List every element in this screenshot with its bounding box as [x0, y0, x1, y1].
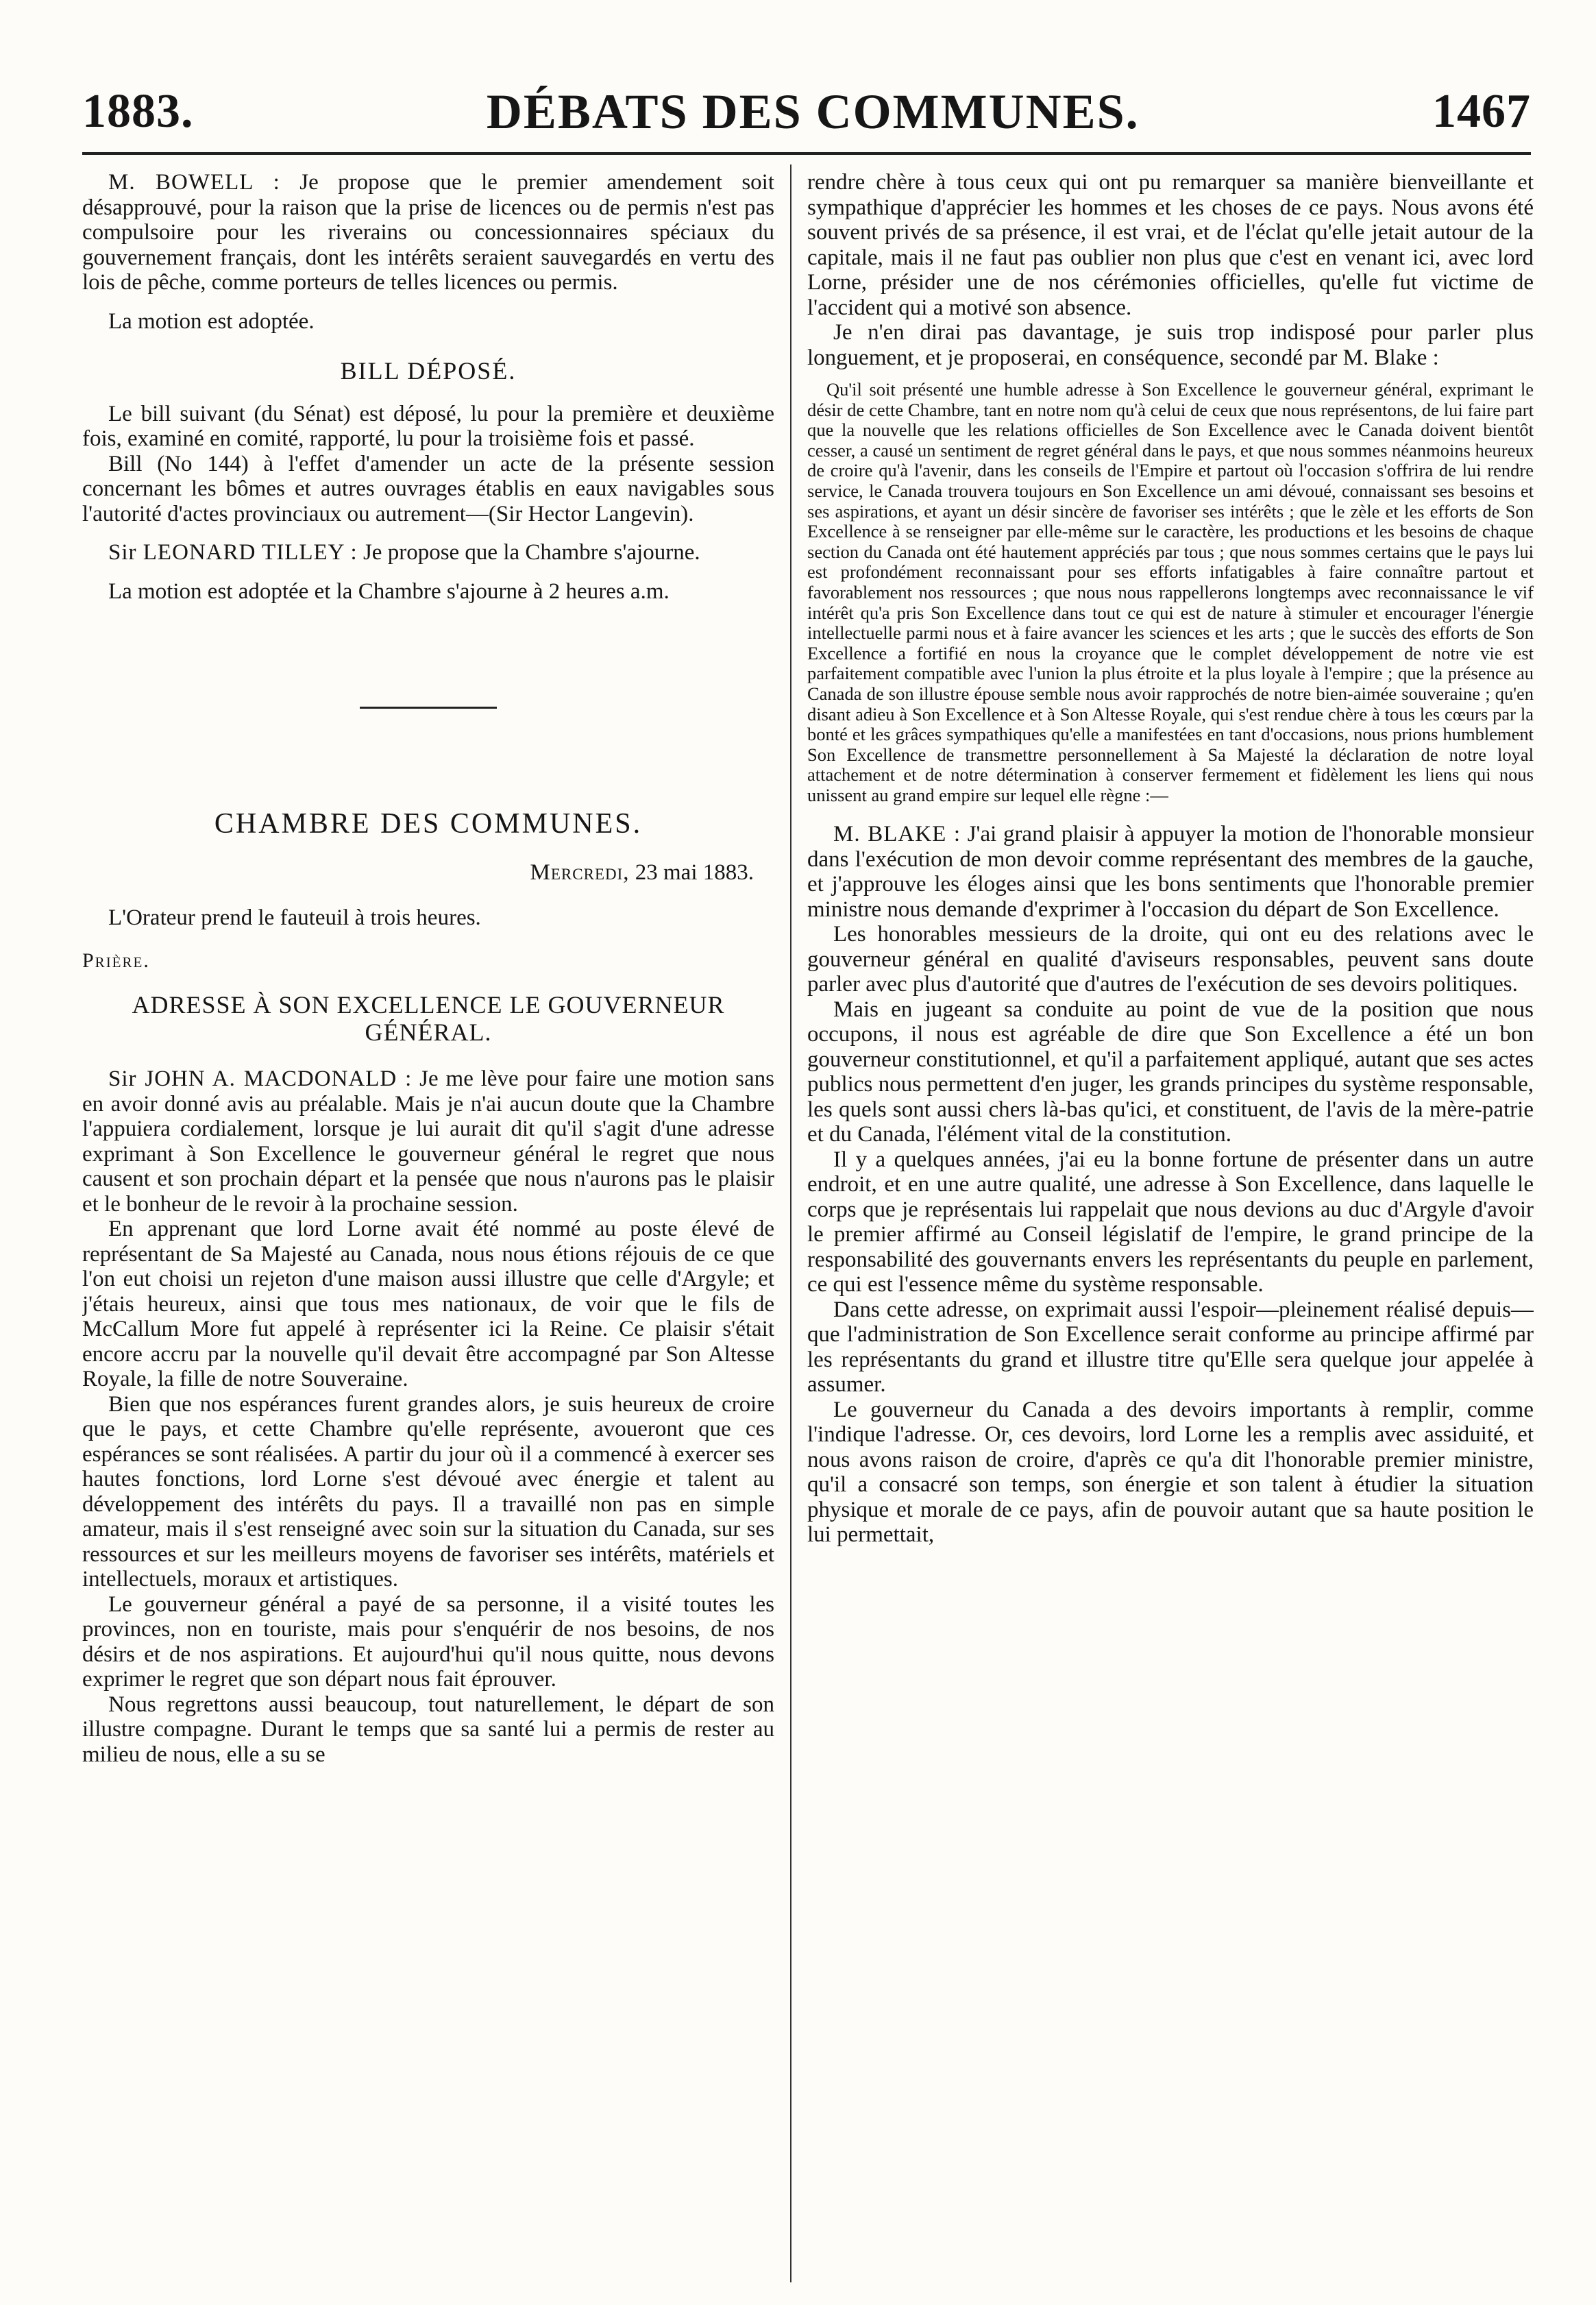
header-year: 1883.: [82, 85, 194, 138]
paragraph-motion-adopted: La motion est adoptée.: [108, 308, 315, 334]
paragraph-speaker-chair: L'Orateur prend le fauteuil à trois heures.: [108, 905, 481, 930]
column-divider: [790, 164, 791, 2282]
paragraph-bowell: [82, 170, 774, 295]
left-column: [82, 170, 774, 2281]
header-title: DÉBATS DES COMMUNES.: [486, 84, 1140, 139]
section-heading-bill: BILL DÉPOSÉ.: [340, 357, 517, 385]
date-day: Mercredi,: [530, 859, 630, 885]
paragraph-adresse-hope: Dans cette adresse, on exprimait aussi l'espoir—pleinement réalisé depuis—que l'administration de Son Excellence serait conforme au principe affirmé par les représentants du grand et illustre titre qu'Elle sera quelque jour appelée à assumer.: [807, 1297, 1534, 1398]
speaker-name: M. BOWELL :: [108, 170, 280, 195]
paragraph-adjourn: La motion est adoptée et la Chambre s'ajourne à 2 heures a.m.: [108, 578, 670, 604]
chamber-title: CHAMBRE DES COMMUNES.: [214, 808, 643, 840]
address-quote: Qu'il soit présenté une humble adresse à Son Excellence le gouverneur général, exprimant le désir de cette Chambre, tant en notre nom qu'à celui de ceux que nous représentons, de lui faire part que la nouvelle que les relations officielles de Son Excellence avec le Canada doivent bientôt cesser, a causé un sentiment de regret général dans le pays, et que nous sommes néanmoins heureux de croire qu'à l'avenir, dans les conseils de l'Empire et partout où l'occasion s'offrira de lui rendre service, le Canada trouvera toujours en Son Excellence un ami dévoué, connaissant ses besoins et ses aspirations, et ayant un désir sincère de favoriser ses intérêts ; que le zèle et les efforts de Son Excellence à se renseigner par elle-même sur le caractère, les productions et les besoins de chaque section du Canada ont été hautement appréciés par tous ; que nous sommes certains que le pays lui est profondément reconnaissant pour ses efforts infatigables à faire connaître partout et favorablement nos ressources ; que nous nous rappellerons longtemps avec reconnaissance le vif intérêt qu'a pris Son Excellence dans tout ce qui est de nature à stimuler et encourager l'énergie intellectuelle parmi nous et à faire avancer les sciences et les arts ; que le succès des efforts de Son Excellence a fortifié en nous la croyance que le complet développement de notre vie est parfaitement compatible avec l'union la plus étroite et la plus loyale à l'empire ; que la présence au Canada de son illustre épouse semble nous avoir rapprochés de notre bien-aimée souveraine ; qu'en disant adieu à Son Excellence et à Son Altesse Royale, qui s'est rendue chère à tous les cœurs par la bonté et les grâces sympathiques qu'elle a manifestées en tant d'occasions, nous prions humblement Son Excellence de transmettre personnellement à Sa Majesté la déclaration de notre loyal attachement et de notre détermination à conserver fermement et fidèlement les liens qui nous unissent au grand empire sur lequel elle règne :—: [807, 379, 1534, 805]
paragraph-tilley: [82, 540, 774, 565]
paragraph-macdonald: [82, 1066, 774, 1217]
paragraph-motion-proposal: Je n'en dirai pas davantage, je suis trop indisposé pour parler plus longuement, et je proposerai, en conséquence, secondé par M. Blake :: [807, 320, 1534, 370]
right-column: [807, 170, 1534, 2281]
paragraph-bill-senate: Le bill suivant (du Sénat) est déposé, lu pour la première et deuxième fois, examiné en comité, rapporté, lu pour la troisième fois et passé.: [82, 401, 774, 451]
sitting-date: [82, 860, 774, 886]
speech-text: Je me lève pour faire une motion sans en avoir donné avis au préalable. Mais je n'ai aucun doute que la Chambre l'appuiera cordialement, lorsque je lui aurait dit qu'il s'agit d'une adresse exprimant à Son Excellence le gouverneur général le regret que nous causent et son prochain départ et la pensée que nous n'aurons pas le plaisir et le bonheur de le revoir à la prochaine session.: [82, 1066, 774, 1217]
paragraph-continuation: rendre chère à tous ceux qui ont pu remarquer sa manière bienveillante et sympathique d'apprécier les hommes et les choses de ce pays. Nous avons été souvent privés de sa présence, il est vrai, et de l'éclat qu'elle jetait autour de la capitale, mais il ne faut pas oublier non plus que c'est en venant ici, avec lord Lorne, présider une de nos cérémonies officielles, qu'elle fut victime de l'accident qui a motivé son absence.: [807, 170, 1534, 320]
speech-text: J'ai grand plaisir à appuyer la motion de l'honorable monsieur dans l'exécution de mon devoir comme représentant des membres de la gauche, et j'approuve les éloges ainsi que les bons sentiments que l'honorable premier ministre nous demande d'exprimer à l'occasion du départ de Son Excellence.: [807, 822, 1534, 922]
speech-text: Je propose que la Chambre s'ajourne.: [357, 540, 700, 565]
paragraph-lorne-appointment: En apprenant que lord Lorne avait été nommé au poste élevé de représentant de Sa Majesté au Canada, nous nous étions réjouis de ce que l'on eut choisi un rejeton d'une maison aussi illustre que celle d'Argyle; et j'étais heureux, ainsi que tous mes nationaux, de voir que le fils de McCallum More fut appelé à représenter ici la Reine. Ce plaisir s'était encore accru par la nouvelle qu'il devait être accompagné par Son Altesse Royale, la fille de notre Souveraine.: [82, 1217, 774, 1391]
paragraph-companion: Nous regrettons aussi beaucoup, tout naturellement, le départ de son illustre compagne. Durant le temps que sa santé lui a permis de rester au milieu de nous, elle a su se: [82, 1692, 774, 1767]
paragraph-governor-visited: Le gouverneur général a payé de sa personne, il a visité toutes les provinces, non en touriste, mais pour s'enquérir de nos besoins, de nos désirs et de nos aspirations. Et aujourd'hui qu'il nous quitte, nous devons exprimer le regret que son départ nous fait éprouver.: [82, 1591, 774, 1692]
speaker-name: Sir LEONARD TILLEY :: [108, 540, 358, 565]
speaker-name: Sir JOHN A. MACDONALD :: [108, 1066, 413, 1091]
page-header: [82, 81, 1531, 143]
speech-text: Je propose que le premier amendement soit désapprouvé, pour la raison que la prise de licences ou de permis n'est pas compulsoire pour les riverains ou concessionnaires spéciaux du gouvernement français, dont les intérêts seraient sauvegardés en vertu des lois de pêche, comme porteurs de telles licences ou permis.: [82, 170, 774, 295]
header-page-number: 1467: [1432, 85, 1531, 138]
date-text: 23 mai 1883.: [629, 859, 754, 885]
paragraph-bill-144: Bill (No 144) à l'effet d'amender un acte de la présente session concernant les bômes et autres ouvrages établis en eaux navigables sous l'autorité d'actes provinciaux ou autrement—(Sir Hector Langevin).: [82, 451, 774, 526]
header-rule: [82, 152, 1531, 155]
paragraph-constitutional: Mais en jugeant sa conduite au point de vue de la position que nous occupons, il nous est agréable de dire que Son Excellence a été un bon gouverneur constitutionnel, et qu'il a parfaitement appliqué, autant que ses actes publics nous permettent d'en juger, les grands principes du système responsable, les quels sont aussi chers là-bas qu'ici, et constituent, de l'avis de la mère-patrie et du Canada, l'élément vital de la constitution.: [807, 997, 1534, 1147]
paragraph-hopes-realized: Bien que nos espérances furent grandes alors, je suis heureux de croire que le pays, et cette Chambre qu'elle représente, avoueront que ces espérances se sont réalisées. A partir du jour où il a commencé à exercer ses hautes fonctions, lord Lorne s'est dévoué avec énergie et talent au développement des intérêts du pays. Il a travaillé non pas en simple amateur, mais il s'est renseigné avec soin sur la situation du Canada, sur ses ressources et sur les meilleurs moyens de favoriser ses intérêts, matériels et intellectuels, moraux et artistiques.: [82, 1391, 774, 1591]
speaker-name: M. BLAKE :: [833, 822, 961, 847]
paragraph-right-members: Les honorables messieurs de la droite, qui ont eu des relations avec le gouverneur général en qualité d'aviseurs responsables, peuvent sans doute parler avec plus d'autorité que d'autres de l'exécution de ses devoirs politiques.: [807, 922, 1534, 997]
paragraph-argyle: Il y a quelques années, j'ai eu la bonne fortune de présenter dans un autre endroit, et en une autre qualité, une adresse à Son Excellence, dans laquelle le corps que je représentais lui rappelait que nous devions au duc d'Argyle d'avoir le premier affirmé au Conseil législatif de l'empire, le grand principe de la responsabilité des gouvernants envers les représentants du peuple en parlement, ce qui est l'essence même du système responsable.: [807, 1147, 1534, 1297]
prayer-heading: Prière.: [82, 949, 150, 972]
paragraph-blake: [807, 822, 1534, 922]
section-separator: [360, 707, 497, 709]
paragraph-governor-duties: Le gouverneur du Canada a des devoirs importants à remplir, comme l'indique l'adresse. Or, ces devoirs, lord Lorne les a remplis avec assiduité, et nous avons raison de croire, d'après ce qu'a dit l'honorable premier ministre, qu'il a consacré son temps, son énergie et son talent à étudier la situation physique et morale de ce pays, afin de pouvoir autant que sa haute position le lui permettait,: [807, 1397, 1534, 1548]
section-heading-adresse: ADRESSE À SON EXCELLENCE LE GOUVERNEUR GÉNÉRAL.: [132, 991, 725, 1046]
